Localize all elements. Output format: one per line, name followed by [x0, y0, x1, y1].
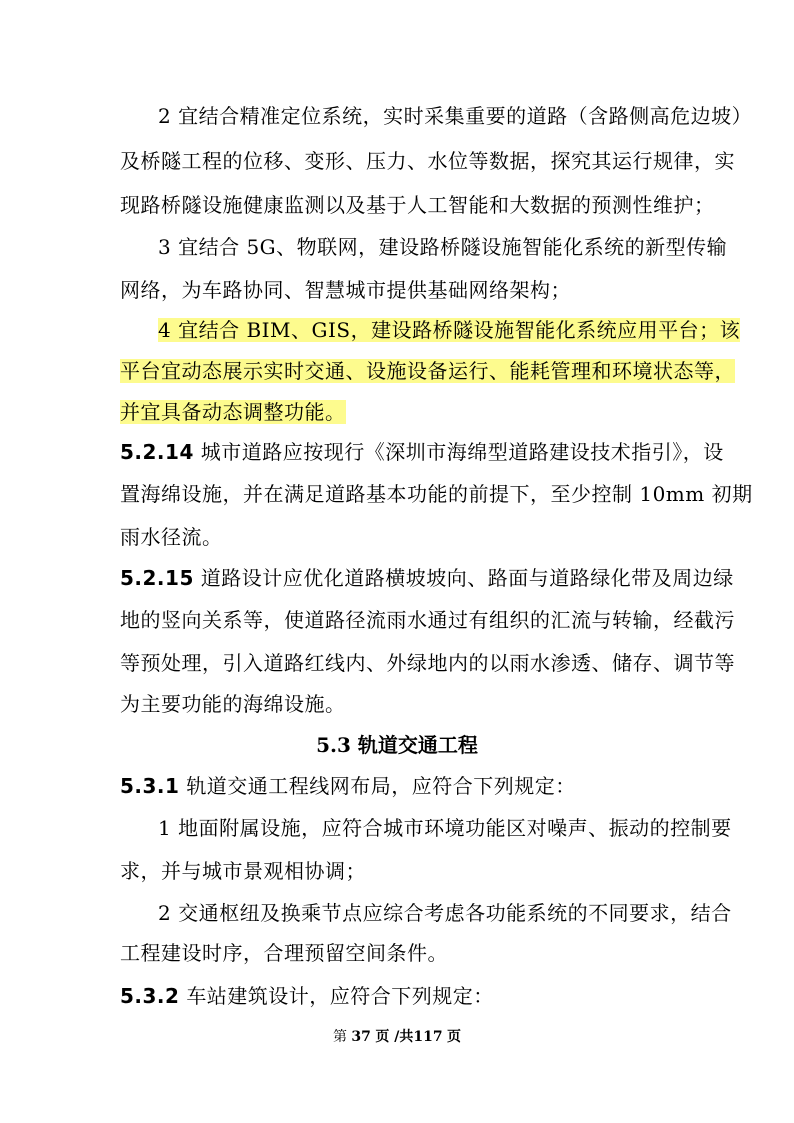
footer-middle: 页 /共 — [375, 1029, 414, 1045]
paragraph-line: 置海绵设施，并在满足道路基本功能的前提下，至少控制 10mm 初期 — [120, 482, 753, 506]
clause-line — [120, 984, 676, 1008]
paragraph-line: 地的竖向关系等，使道路径流雨水通过有组织的汇流与转输，经截污 — [120, 608, 735, 632]
footer-suffix: 页 — [447, 1029, 462, 1045]
paragraph-line: 2 交通枢纽及换乘节点应综合考虑各功能系统的不同要求，结合 — [158, 901, 732, 925]
page-total: 117 — [413, 1029, 443, 1045]
paragraph-line: 2 宜结合精准定位系统，实时采集重要的道路（含路侧高危边坡） — [158, 104, 753, 128]
highlighted-text: 4 宜结合 BIM、GIS，建设路桥隧设施智能化系统应用平台；该 — [158, 318, 741, 342]
section-heading: 5.3 轨道交通工程 — [316, 733, 478, 757]
footer-prefix: 第 — [332, 1029, 347, 1045]
clause-number: 5.2.14 — [120, 440, 194, 464]
clause-text: 车站建筑设计，应符合下列规定： — [186, 984, 494, 1008]
highlighted-text: 并宜具备动态调整功能。 — [120, 400, 346, 424]
clause-line — [120, 566, 734, 590]
highlighted-text: 平台宜动态展示实时交通、设施设备运行、能耗管理和环境状态等， — [120, 359, 735, 383]
paragraph-line: 雨水径流。 — [120, 525, 223, 549]
paragraph-line: 现路桥隧设施健康监测以及基于人工智能和大数据的预测性维护； — [120, 193, 715, 217]
page-footer — [0, 1028, 794, 1046]
paragraph-line: 及桥隧工程的位移、变形、压力、水位等数据，探究其运行规律，实 — [120, 149, 735, 173]
clause-line — [120, 774, 676, 798]
clause-text: 轨道交通工程线网布局，应符合下列规定： — [186, 774, 576, 798]
clause-number: 5.3.2 — [120, 984, 180, 1008]
paragraph-line: 3 宜结合 5G、物联网，建设路桥隧设施智能化系统的新型传输 — [158, 235, 728, 259]
paragraph-line: 求，并与城市景观相协调； — [120, 859, 366, 883]
paragraph-line: 1 地面附属设施，应符合城市环境功能区对噪声、振动的控制要 — [158, 816, 732, 840]
clause-text: 城市道路应按现行《深圳市海绵型道路建设技术指引》，设 — [200, 440, 724, 464]
paragraph-line: 网络，为车路协同、智慧城市提供基础网络架构； — [120, 278, 571, 302]
page-number: 37 — [351, 1029, 371, 1045]
highlighted-line — [120, 359, 735, 383]
paragraph-line: 为主要功能的海绵设施。 — [120, 692, 346, 716]
clause-number: 5.3.1 — [120, 774, 180, 798]
highlighted-line — [120, 400, 676, 424]
clause-line — [120, 440, 724, 464]
paragraph-line: 等预处理，引入道路红线内、外绿地内的以雨水渗透、储存、调节等 — [120, 651, 735, 675]
clause-text: 道路设计应优化道路横坡坡向、路面与道路绿化带及周边绿 — [200, 566, 734, 590]
paragraph-line: 工程建设时序，合理预留空间条件。 — [120, 941, 448, 965]
clause-number: 5.2.15 — [120, 566, 194, 590]
highlighted-line — [158, 318, 741, 342]
